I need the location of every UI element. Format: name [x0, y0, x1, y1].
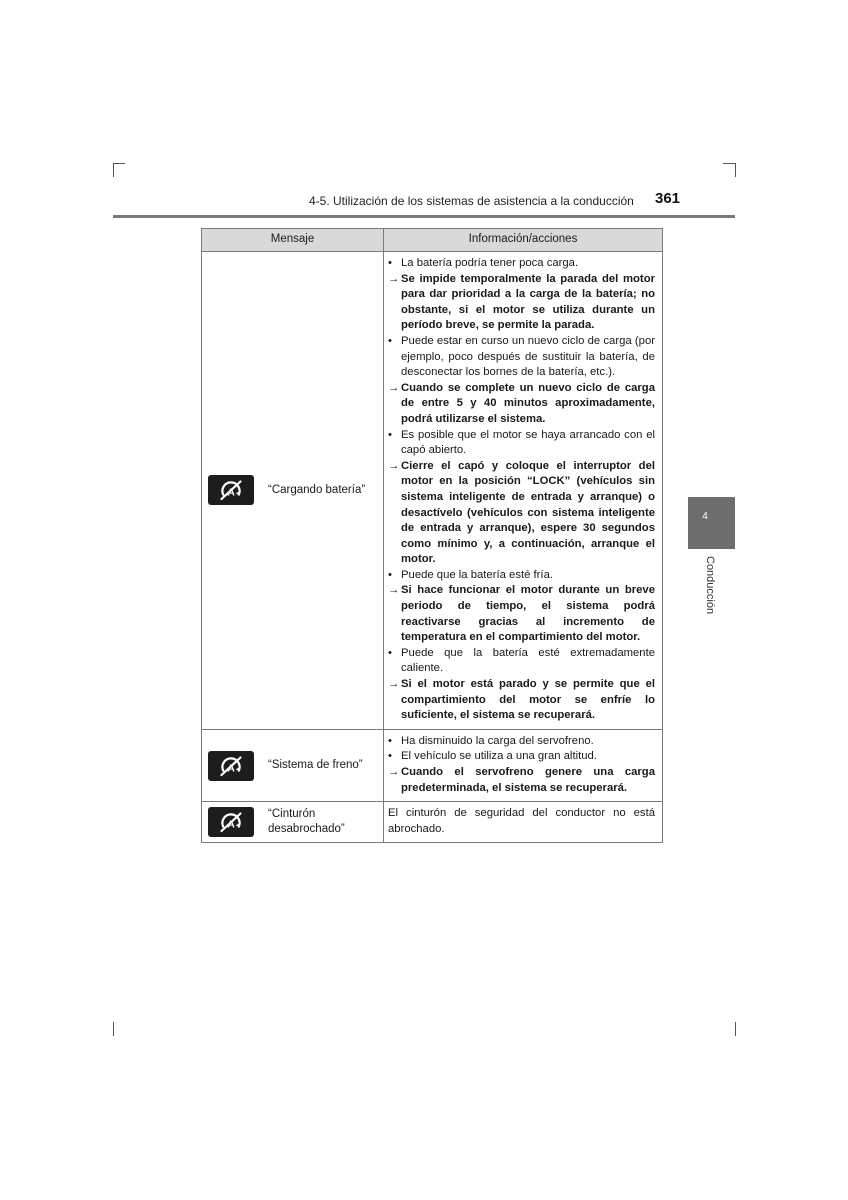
column-header-message: Mensaje — [202, 229, 384, 252]
chapter-tab — [688, 497, 735, 549]
chapter-label: Conducción — [704, 556, 716, 615]
info-cell — [384, 802, 663, 843]
crop-mark — [113, 1022, 114, 1036]
stop-start-off-icon — [208, 751, 254, 781]
action-item: → Se impide temporalmente la parada del motor para dar prioridad a la carga de la batería; no obstante, si el motor se utiliza durante un período breve, se permite la parada. — [388, 272, 655, 332]
message-text: “Sistema de freno” — [268, 758, 363, 771]
action-item: → Cuando el servofreno genere una carga predeterminada, el sistema se recuperará. — [388, 766, 655, 794]
crop-mark — [723, 163, 735, 164]
cause-bullet: • Puede que la batería esté extremadamente caliente. — [388, 646, 655, 675]
cause-bullet: • El vehículo se utiliza a una gran altitud. — [388, 750, 597, 763]
stop-start-off-icon — [208, 475, 254, 505]
chapter-number: 4 — [702, 511, 708, 522]
message-cell — [202, 802, 384, 843]
header-rule — [113, 215, 735, 218]
stop-start-off-icon — [208, 807, 254, 837]
cause-bullet: • La batería podría tener poca carga. — [388, 257, 579, 269]
action-item: → Si hace funcionar el motor durante un breve periodo de tiempo, el sistema podrá reactivarse gracias al incremento de temperatura en el compartimiento del motor. — [388, 584, 655, 644]
action-item: → Si el motor está parado y se permite que el compartimiento del motor se enfríe lo suficiente, el sistema se recuperará. — [388, 678, 655, 722]
page-number: 361 — [655, 190, 681, 207]
message-cell — [202, 252, 384, 730]
table-row — [202, 252, 663, 730]
cause-bullet: • Ha disminuido la carga del servofreno. — [388, 734, 594, 747]
cause-bullet: • Puede estar en curso un nuevo ciclo de carga (por ejemplo, poco después de sustituir la batería, de desconectar los bornes de la batería, etc.). — [388, 334, 655, 379]
column-header-info: Información/acciones — [384, 229, 663, 252]
crop-mark — [735, 163, 736, 177]
action-item: → Cierre el capó y coloque el interruptor del motor en la posición “LOCK” (vehículos sin sistema inteligente de entrada y arranque) o desactívelo (vehículos con sistema inteligente de entrada y arranque), espere 30 segundos como mínimo y, a continuación, arranque el motor. — [388, 459, 655, 566]
info-text: El cinturón de seguridad del conductor no está abrochado. — [388, 807, 655, 835]
cause-bullet: • Es posible que el motor se haya arrancado con el capó abierto. — [388, 428, 655, 457]
cause-bullet: • Puede que la batería esté fría. — [388, 568, 553, 581]
message-text: “Cargando batería” — [268, 483, 366, 496]
crop-mark — [735, 1022, 736, 1036]
action-item: → Cuando se complete un nuevo ciclo de carga de entre 5 y 40 minutos aproximadamente, podrá utilizarse el sistema. — [388, 381, 655, 425]
crop-mark — [113, 163, 125, 164]
table-header-row — [202, 229, 663, 252]
info-cell — [384, 252, 663, 730]
message-text: “Cinturón desabrochado” — [268, 807, 345, 836]
info-cell — [384, 729, 663, 801]
message-cell — [202, 729, 384, 801]
message-table — [201, 228, 663, 843]
section-title: 4-5. Utilización de los sistemas de asistencia a la conducción — [309, 194, 634, 208]
table-row — [202, 729, 663, 801]
table-row — [202, 802, 663, 843]
crop-mark — [113, 163, 114, 177]
